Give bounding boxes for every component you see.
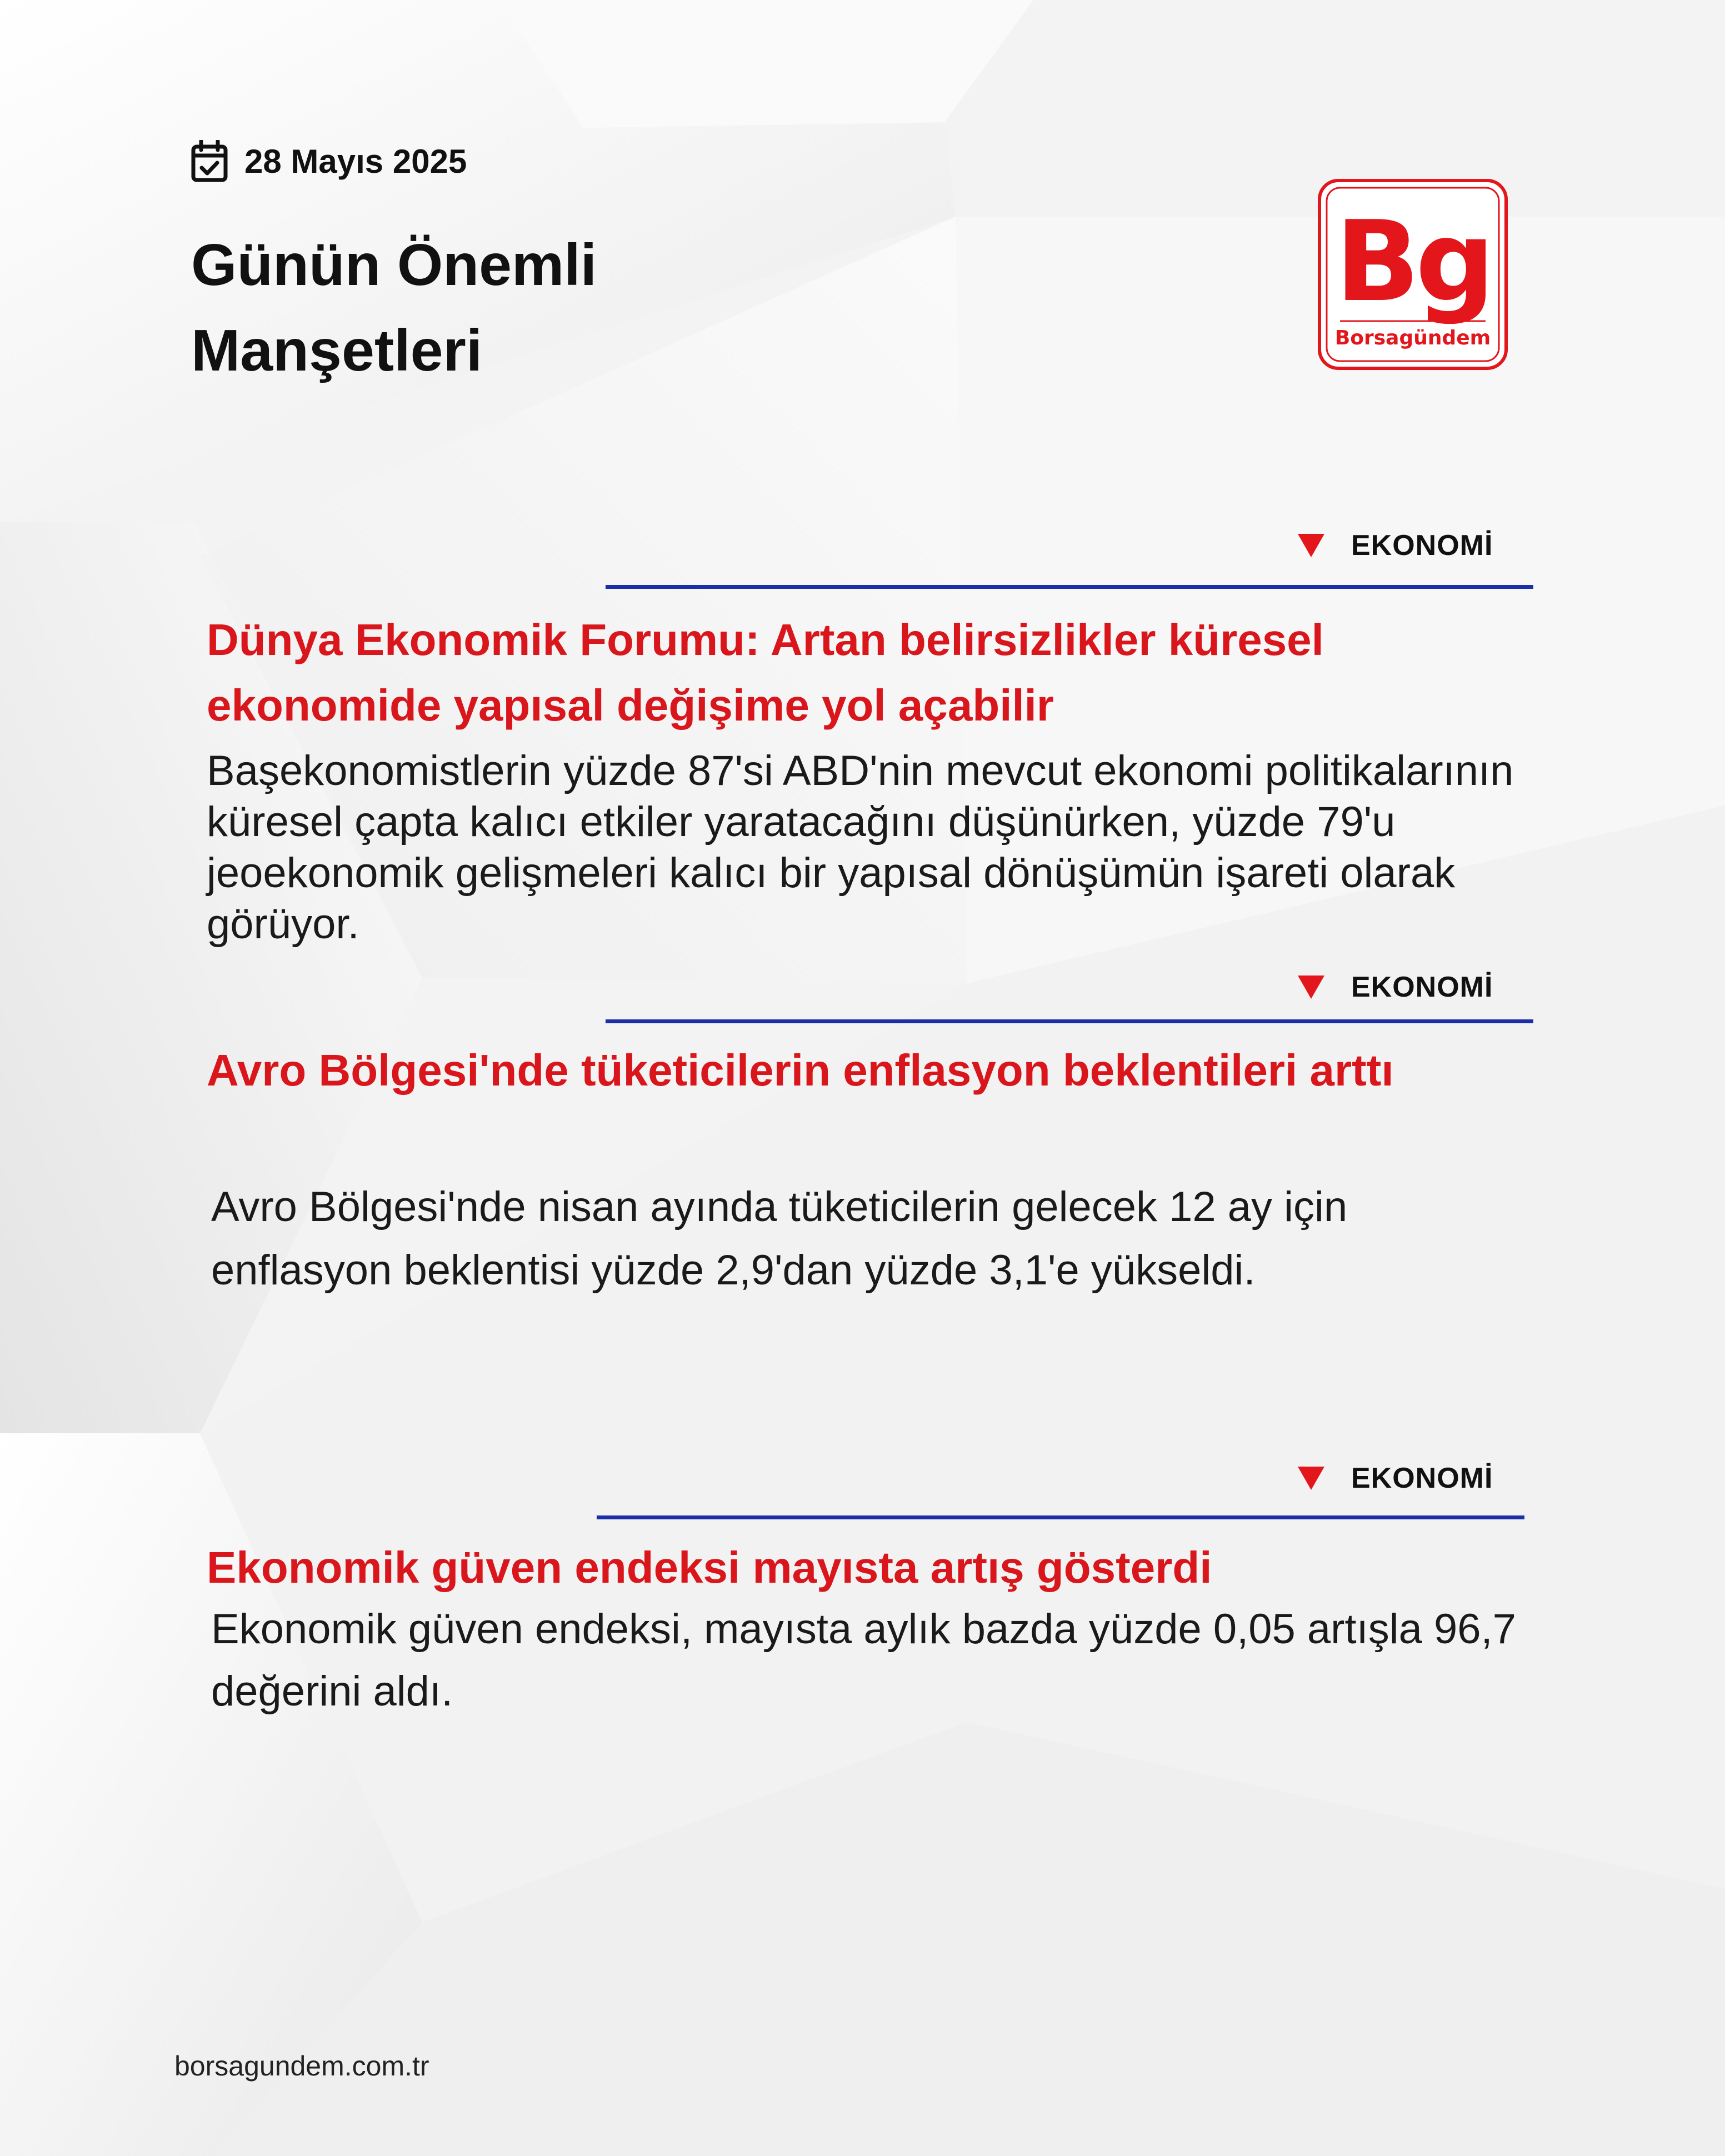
triangle-down-icon xyxy=(1298,976,1324,999)
page-title-line1: Günün Önemli xyxy=(191,232,597,298)
article-headline[interactable]: Avro Bölgesi'nde tüketicilerin enflasyon beklentileri arttı xyxy=(207,1046,1394,1095)
category-tag xyxy=(1298,526,1493,565)
category-label: EKONOMİ xyxy=(1351,1462,1493,1494)
date-label: 28 Mayıs 2025 xyxy=(244,142,467,180)
footer-website-link[interactable]: borsagundem.com.tr xyxy=(174,2050,429,2082)
category-tag xyxy=(1298,1459,1493,1498)
category-label: EKONOMİ xyxy=(1351,529,1493,562)
article-summary: Ekonomik güven endeksi, mayısta aylık bazda yüzde 0,05 artışla 96,7 değerini aldı. xyxy=(211,1605,1516,1715)
section-divider xyxy=(606,1019,1533,1023)
article-summary: Avro Bölgesi'nde nisan ayında tüketicilerin gelecek 12 ay için enflasyon beklentisi yüzde 2,9'dan yüzde 3,1'e yükseldi. xyxy=(211,1183,1348,1294)
calendar-check-icon xyxy=(191,140,228,182)
logo-mark: Bg xyxy=(1335,197,1491,327)
page-title xyxy=(191,222,597,393)
article-headline[interactable]: Dünya Ekonomik Forumu: Artan belirsizlikler küresel ekonomide yapısal değişime yol açabilir xyxy=(207,615,1324,730)
article-headline[interactable]: Ekonomik güven endeksi mayısta artış gösterdi xyxy=(207,1543,1212,1592)
triangle-down-icon xyxy=(1298,534,1324,557)
article-summary: Başekonomistlerin yüzde 87'si ABD'nin mevcut ekonomi politikalarının küresel çapta kalıcı etkiler yaratacağını düşünürken, yüzde 79'u jeoekonomik gelişmeleri kalıcı bir yapısal dönüşümün işareti olarak görüyor. xyxy=(207,747,1514,948)
logo-wordmark: Borsagündem xyxy=(1334,327,1491,349)
page-title-line2: Manşetleri xyxy=(191,318,483,383)
date-row xyxy=(191,139,467,183)
borsagundem-logo xyxy=(1318,179,1508,370)
triangle-down-icon xyxy=(1298,1467,1324,1490)
section-divider xyxy=(597,1515,1524,1519)
category-tag xyxy=(1298,968,1493,1007)
section-divider xyxy=(606,585,1533,589)
category-label: EKONOMİ xyxy=(1351,971,1493,1003)
